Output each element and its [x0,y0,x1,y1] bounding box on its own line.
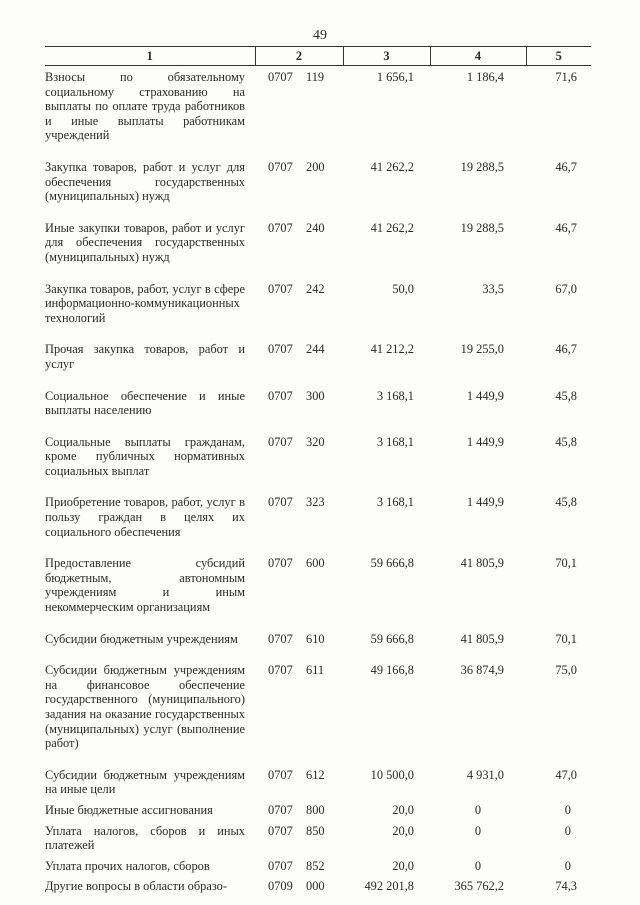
row-percent: 75,0 [555,663,577,678]
row-plan: 10 500,0 [370,767,414,782]
table-row [45,204,591,265]
row-fact: 365 762,2 [454,879,504,894]
row-percent: 71,6 [555,70,577,84]
table-row [45,615,591,647]
row-code [255,818,343,853]
row-type-code: 610 [306,631,325,646]
row-section-code: 0707 [268,823,293,838]
row-fact: 19 288,5 [460,220,504,235]
row-code [255,418,343,479]
row-plan: 20,0 [392,858,414,873]
row-name: Иные бюджетные ассигнования [45,802,213,817]
row-percent: 46,7 [555,159,577,174]
row-name: Предоставление субсидий бюджетным, автономным учреждениям и иным некоммерческим организациям [45,556,245,615]
row-code [255,204,343,265]
row-code [255,265,343,326]
row-plan: 41 262,2 [370,220,414,235]
row-code [255,325,343,371]
row-section-code: 0707 [268,281,293,296]
row-percent: 74,3 [555,879,577,894]
row-type-code: 242 [306,281,325,296]
row-type-code: 244 [306,342,325,357]
row-fact: 41 805,9 [460,556,504,571]
row-code [255,478,343,539]
row-code [255,539,343,614]
row-type-code: 200 [306,159,325,174]
row-fact: 0 [474,823,482,838]
row-code [255,797,343,818]
row-name: Иные закупки товаров, работ и услуг для обеспечения государственных (муниципальных) нужд [45,220,245,264]
row-code [255,143,343,204]
row-plan: 41 212,2 [370,342,414,357]
row-plan: 59 666,8 [370,556,414,571]
row-section-code: 0707 [268,434,293,449]
row-section-code: 0707 [268,858,293,873]
row-percent: 46,7 [555,220,577,235]
row-fact: 0 [474,858,482,873]
table-row [45,372,591,418]
row-section-code: 0709 [268,879,293,894]
row-fact: 19 288,5 [460,159,504,174]
row-plan: 41 262,2 [370,159,414,174]
table-row [45,143,591,204]
row-fact: 1 186,4 [466,70,504,84]
page-number: 49 [313,28,327,43]
row-section-code: 0707 [268,663,293,678]
row-fact: 1 449,9 [466,434,504,449]
row-plan: 1 656,1 [376,70,414,84]
row-percent: 0 [564,802,571,817]
row-section-code: 0707 [268,556,293,571]
row-plan: 3 168,1 [376,495,414,510]
row-plan: 49 166,8 [370,663,414,678]
row-section-code: 0707 [268,220,293,235]
row-percent: 70,1 [555,631,577,646]
row-percent: 45,8 [555,388,577,403]
row-type-code: 320 [306,434,325,449]
row-section-code: 0707 [268,767,293,782]
table-row [45,853,591,874]
row-plan: 3 168,1 [376,434,414,449]
table-row [45,325,591,371]
row-name: Приобретение товаров, работ, услуг в пользу граждан в целях их социального обеспечения [45,495,245,539]
table-row [45,478,591,539]
row-name: Взносы по обязательному социальному страхованию на выплаты по оплате труда работников и иные выплаты работникам учреждений [45,70,245,143]
row-plan: 20,0 [392,802,414,817]
row-type-code: 611 [306,663,325,678]
row-type-code: 612 [306,767,325,782]
row-section-code: 0707 [268,631,293,646]
row-code [255,66,343,143]
table-header-row [45,47,591,66]
row-fact: 36 874,9 [460,663,504,678]
table-row [45,646,591,751]
row-type-code: 240 [306,220,325,235]
row-code [255,372,343,418]
row-section-code: 0707 [268,495,293,510]
table-row [45,797,591,818]
row-fact: 4 931,0 [466,767,504,782]
row-percent: 67,0 [555,281,577,296]
row-type-code: 600 [306,556,325,571]
row-section-code: 0707 [268,802,293,817]
row-percent: 45,8 [555,434,577,449]
row-type-code: 850 [306,823,325,838]
row-fact: 1 449,9 [466,495,504,510]
row-plan: 492 201,8 [364,879,414,894]
row-code [255,646,343,751]
row-name: Закупка товаров, работ, услуг в сфере информационно-коммуникационных технологий [45,281,245,325]
row-type-code: 800 [306,802,325,817]
table-row [45,751,591,797]
row-section-code: 0707 [268,388,293,403]
row-section-code: 0707 [268,159,293,174]
column-header-3: 3 [343,47,430,66]
budget-table [45,46,591,894]
row-fact: 19 255,0 [460,342,504,357]
row-percent: 0 [564,823,571,838]
row-fact: 0 [474,802,482,817]
column-header-1: 1 [45,47,255,66]
row-percent: 47,0 [555,767,577,782]
row-plan: 20,0 [392,823,414,838]
row-plan: 59 666,8 [370,631,414,646]
row-name: Субсидии бюджетным учреждениям на финансовое обеспечение государственного (муниципального) задания на оказание государственных (муниципальных) услуг (выполнение работ) [45,663,245,751]
row-percent: 46,7 [555,342,577,357]
row-code [255,853,343,874]
row-name: Другие вопросы в области образо- [45,879,228,894]
row-section-code: 0707 [268,342,293,357]
table-row [45,418,591,479]
row-percent: 45,8 [555,495,577,510]
row-fact: 41 805,9 [460,631,504,646]
row-type-code: 119 [306,70,325,84]
table-row [45,818,591,853]
row-type-code: 852 [306,858,325,873]
row-name: Субсидии бюджетным учреждениям на иные цели [45,767,245,797]
row-name: Субсидии бюджетным учреждениям [45,631,238,646]
table-row [45,66,591,143]
column-header-2: 2 [255,47,343,66]
row-section-code: 0707 [268,70,293,84]
row-plan: 3 168,1 [376,388,414,403]
row-name: Социальное обеспечение и иные выплаты населению [45,388,245,418]
row-code [255,751,343,797]
row-code [255,615,343,647]
column-header-5: 5 [526,47,591,66]
row-fact: 1 449,9 [466,388,504,403]
row-type-code: 000 [306,879,325,894]
column-header-4: 4 [430,47,526,66]
row-percent: 70,1 [555,556,577,571]
row-type-code: 300 [306,388,325,403]
row-plan: 50,0 [392,281,414,296]
row-name: Социальные выплаты гражданам, кроме публичных нормативных социальных выплат [45,434,245,478]
row-name: Уплата прочих налогов, сборов [45,858,210,873]
row-name: Закупка товаров, работ и услуг для обеспечения государственных (муниципальных) нужд [45,159,245,204]
row-percent: 0 [564,858,571,873]
table-row [45,539,591,614]
row-fact: 33,5 [482,281,504,296]
row-name: Прочая закупка товаров, работ и услуг [45,342,245,371]
row-name: Уплата налогов, сборов и иных платежей [45,823,245,853]
row-type-code: 323 [306,495,325,510]
table-row [45,265,591,326]
row-code [255,873,343,894]
table-row [45,873,591,894]
